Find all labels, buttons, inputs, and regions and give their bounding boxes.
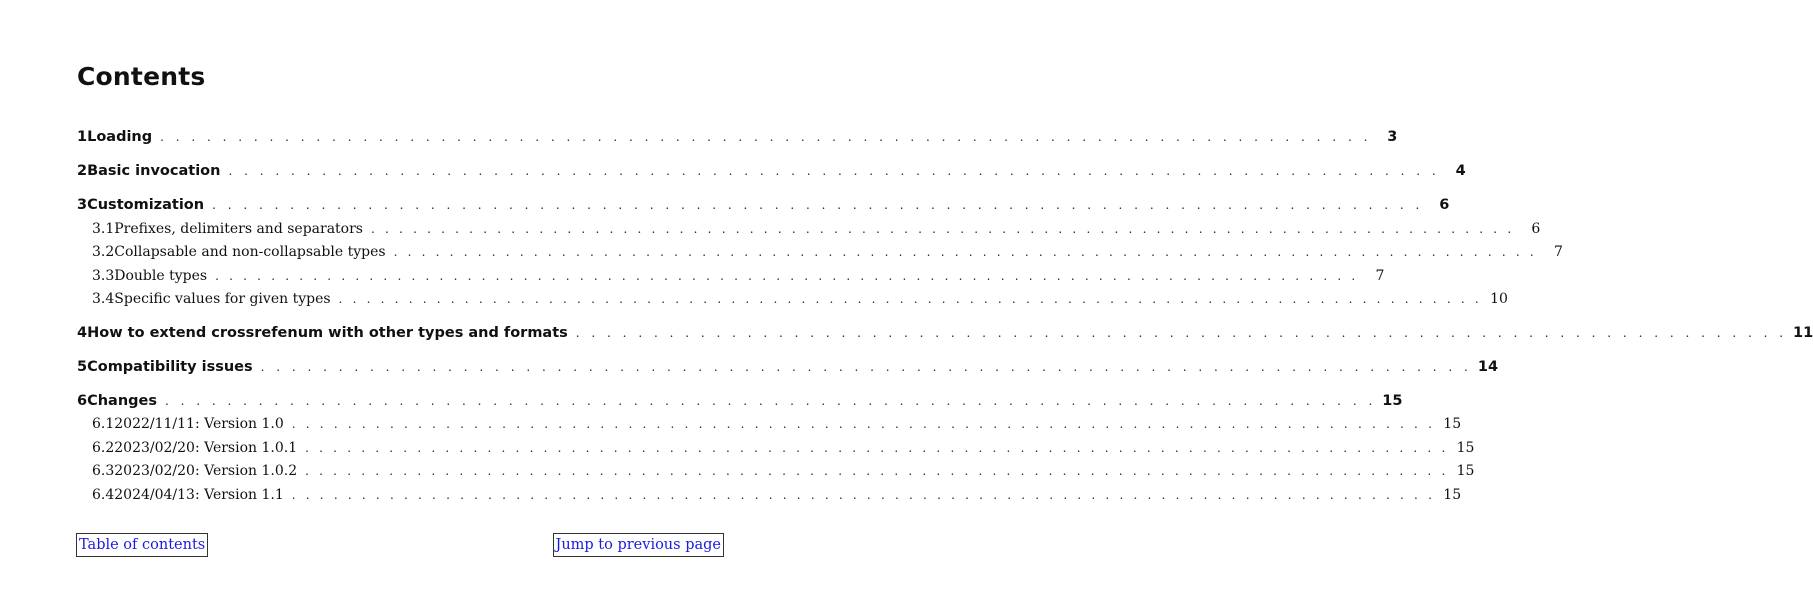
toc-entry-number: 6.4 bbox=[92, 487, 115, 503]
toc-entry-page: 15 bbox=[1456, 463, 1475, 479]
toc-entry-basic-invocation[interactable] bbox=[77, 163, 1466, 185]
toc-entry-label: How to extend crossrefenum with other types and formats bbox=[87, 325, 568, 341]
toc-entry-label: Basic invocation bbox=[87, 163, 221, 179]
toc-entry-label: 2024/04/13: Version 1.1 bbox=[114, 487, 284, 503]
toc-entry-number: 5 bbox=[77, 359, 88, 375]
toc-entry-label: Customization bbox=[87, 197, 205, 213]
toc-entry-number: 6 bbox=[77, 393, 88, 409]
toc-entry-number: 6.2 bbox=[92, 440, 115, 456]
toc-entry-page: 6 bbox=[1531, 221, 1541, 237]
dot-leader: . . . . . . . . . . . . . . . . . . . . . . . . . . . . . . . . . . . . . . . . . . . . . . . . . . . . . . . . . . . . . . . . . . . . . . . . . . . . . . bbox=[260, 360, 1472, 374]
toc-entry-number: 3.3 bbox=[92, 268, 115, 284]
toc-entry-page: 11 bbox=[1793, 325, 1813, 341]
toc-entry-number: 6.3 bbox=[92, 463, 115, 479]
toc-subentry-version-1-0[interactable] bbox=[77, 416, 1462, 438]
toc-entry-label: Loading bbox=[87, 129, 153, 145]
toc-entry-number: 1 bbox=[77, 129, 88, 145]
toc-entry-number: 6.1 bbox=[92, 416, 115, 432]
toc-entry-label: Double types bbox=[114, 268, 208, 284]
dot-leader: . . . . . . . . . . . . . . . . . . . . . . . . . . . . . . . . . . . . . . . . . . . . . . . . . . . . . . . . . . . . . . . . . . . . . . . . . . . . . . . . . . bbox=[291, 417, 1436, 431]
toc-entry-page: 10 bbox=[1490, 291, 1508, 307]
toc-entry-page: 7 bbox=[1554, 244, 1563, 260]
toc-entry-loading[interactable] bbox=[77, 129, 1398, 151]
page-title: Contents bbox=[77, 62, 206, 91]
toc-entry-compatibility[interactable] bbox=[77, 359, 1499, 381]
toc-entry-number: 4 bbox=[77, 325, 88, 341]
toc-subentry-version-1-1[interactable] bbox=[77, 487, 1462, 509]
toc-entry-number: 3.1 bbox=[92, 221, 115, 237]
dot-leader: . . . . . . . . . . . . . . . . . . . . . . . . . . . . . . . . . . . . . . . . . . . . . . . . . . . . . . . . . . . . . . . . . . . . . . . . . . . . . . bbox=[212, 198, 1424, 212]
toc-entry-number: 3 bbox=[77, 197, 88, 213]
toc-entry-extend[interactable] bbox=[77, 325, 1813, 347]
toc-entry-number: 2 bbox=[77, 163, 88, 179]
dot-leader: . . . . . . . . . . . . . . . . . . . . . . . . . . . . . . . . . . . . . . . . . . . . . . . . . . . . . . . . . . . . . . . . . . . . . . . . . . . . . . . . . . bbox=[370, 222, 1515, 236]
jump-to-previous-page-link[interactable]: Jump to previous page bbox=[553, 533, 725, 557]
toc-subentry-version-1-0-1[interactable] bbox=[77, 440, 1475, 462]
toc-entry-label: 2023/02/20: Version 1.0.2 bbox=[114, 463, 298, 479]
toc-entry-label: 2022/11/11: Version 1.0 bbox=[114, 416, 284, 432]
toc-entry-page: 4 bbox=[1455, 163, 1466, 179]
dot-leader: . . . . . . . . . . . . . . . . . . . . . . . . . . . . . . . . . . . . . . . . . . . . . . . . . . . . . . . . . . . . . . . . . . . . . . . . . . . . . . . . . . bbox=[215, 269, 1359, 283]
toc-entry-page: 15 bbox=[1456, 440, 1475, 456]
toc-entry-label: Changes bbox=[87, 393, 158, 409]
toc-entry-label: 2023/02/20: Version 1.0.1 bbox=[114, 440, 298, 456]
dot-leader: . . . . . . . . . . . . . . . . . . . . . . . . . . . . . . . . . . . . . . . . . . . . . . . . . . . . . . . . . . . . . . . . . . . . . . . . . . . . . . . . . . bbox=[291, 488, 1436, 502]
dot-leader: . . . . . . . . . . . . . . . . . . . . . . . . . . . . . . . . . . . . . . . . . . . . . . . . . . . . . . . . . . . . . . . . . . . . . . . . . . . . . . bbox=[165, 394, 1377, 408]
dot-leader: . . . . . . . . . . . . . . . . . . . . . . . . . . . . . . . . . . . . . . . . . . . . . . . . . . . . . . . . . . . . . . . . . . . . . . . . . . . . . . bbox=[575, 326, 1788, 340]
toc-entry-customization[interactable] bbox=[77, 197, 1450, 219]
toc-entry-label: Prefixes, delimiters and separators bbox=[114, 221, 363, 237]
dot-leader: . . . . . . . . . . . . . . . . . . . . . . . . . . . . . . . . . . . . . . . . . . . . . . . . . . . . . . . . . . . . . . . . . . . . . . . . . . . . . . . . . . bbox=[305, 464, 1449, 478]
dot-leader: . . . . . . . . . . . . . . . . . . . . . . . . . . . . . . . . . . . . . . . . . . . . . . . . . . . . . . . . . . . . . . . . . . . . . . . . . . . . . . . . . . bbox=[305, 441, 1449, 455]
toc-entry-page: 7 bbox=[1375, 268, 1385, 284]
dot-leader: . . . . . . . . . . . . . . . . . . . . . . . . . . . . . . . . . . . . . . . . . . . . . . . . . . . . . . . . . . . . . . . . . . . . . . . . . . . . . . . . . . bbox=[338, 292, 1482, 306]
toc-subentry-specific-values[interactable] bbox=[77, 291, 1508, 313]
toc-entry-changes[interactable] bbox=[77, 393, 1403, 415]
toc-entry-label: Compatibility issues bbox=[87, 359, 253, 375]
toc-subentry-prefixes[interactable] bbox=[77, 221, 1541, 243]
toc-subentry-collapsable[interactable] bbox=[77, 244, 1563, 266]
toc-entry-page: 15 bbox=[1382, 393, 1403, 409]
toc-subentry-version-1-0-2[interactable] bbox=[77, 463, 1475, 485]
table-of-contents-link[interactable]: Table of contents bbox=[76, 533, 208, 557]
toc-entry-page: 3 bbox=[1387, 129, 1398, 145]
toc-entry-label: Collapsable and non-collapsable types bbox=[114, 244, 386, 260]
toc-entry-number: 3.2 bbox=[92, 244, 115, 260]
dot-leader: . . . . . . . . . . . . . . . . . . . . . . . . . . . . . . . . . . . . . . . . . . . . . . . . . . . . . . . . . . . . . . . . . . . . . . . . . . . . . . bbox=[228, 164, 1440, 178]
toc-entry-label: Specific values for given types bbox=[114, 291, 331, 307]
toc-entry-page: 6 bbox=[1439, 197, 1450, 213]
toc-entry-page: 15 bbox=[1443, 416, 1462, 432]
toc-entry-number: 3.4 bbox=[92, 291, 115, 307]
dot-leader: . . . . . . . . . . . . . . . . . . . . . . . . . . . . . . . . . . . . . . . . . . . . . . . . . . . . . . . . . . . . . . . . . . . . . . . . . . . . . . bbox=[160, 130, 1372, 144]
toc-subentry-double-types[interactable] bbox=[77, 268, 1385, 290]
toc-entry-page: 15 bbox=[1443, 487, 1462, 503]
dot-leader: . . . . . . . . . . . . . . . . . . . . . . . . . . . . . . . . . . . . . . . . . . . . . . . . . . . . . . . . . . . . . . . . . . . . . . . . . . . . . . . . . . bbox=[393, 245, 1537, 259]
toc-entry-page: 14 bbox=[1477, 359, 1499, 375]
